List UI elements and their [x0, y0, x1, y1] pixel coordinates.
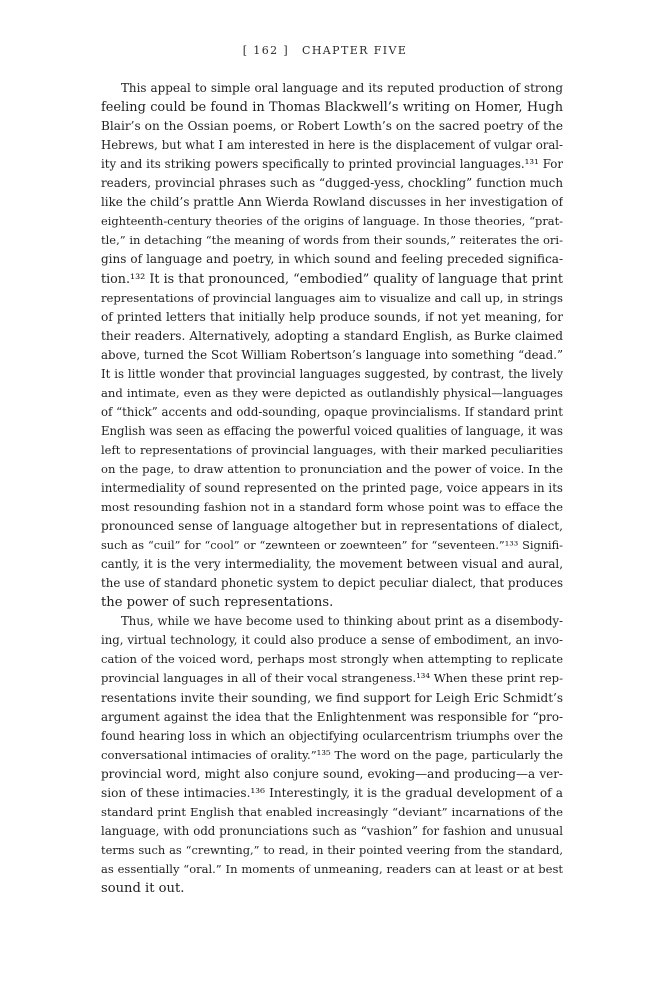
- text-line: cantly, it is the very intermediality, the movement between visual and aural,: [101, 557, 563, 572]
- text-line: like the child’s prattle Ann Wierda Rowland discusses in her investigation of: [101, 195, 563, 210]
- text-line: ing, virtual technology, it could also produce a sense of embodiment, an invo-: [101, 633, 563, 648]
- text-line: This appeal to simple oral language and its reputed production of strong: [121, 81, 563, 95]
- text-line: above, turned the Scot William Robertson’s language into something “dead.”: [101, 347, 563, 362]
- text-line: Hebrews, but what I am interested in here is the displacement of vulgar oral-: [101, 138, 563, 153]
- text-line: such as “cuil” for “cool” or “zewnteen or zoewnteen” for “seventeen.”¹³³ Signifi-: [101, 539, 563, 553]
- text-line: left to representations of provincial languages, with their marked peculiarities: [101, 442, 563, 457]
- text-line: ity and its striking powers specifically to printed provincial languages.¹³¹ For: [101, 157, 563, 172]
- page-number: [ 162 ]: [242, 44, 290, 57]
- chapter-title: CHAPTER FIVE: [302, 44, 408, 57]
- text-line: English was seen as effacing the powerful voiced qualities of language, it was: [101, 423, 563, 438]
- text-line: feeling could be found in Thomas Blackwell’s writing on Homer, Hugh: [101, 100, 563, 116]
- text-line: representations of provincial languages aim to visualize and call up, in strings: [101, 290, 563, 305]
- text-line: readers, provincial phrases such as “dugged-yess, chockling” function much: [101, 176, 563, 191]
- text-line: found hearing loss in which an objectifying ocularcentrism triumphs over the: [101, 728, 563, 743]
- text-line: most resounding fashion not in a standard form whose point was to efface the: [101, 500, 563, 515]
- text-line: tle,” in detaching “the meaning of words from their sounds,” reiterates the ori-: [101, 233, 563, 248]
- text-line: tion.¹³² It is that pronounced, “embodied” quality of language that print: [101, 271, 563, 287]
- text-line: sound it out.: [101, 880, 185, 896]
- text-line: Thus, while we have become used to thinking about print as a disembody-: [121, 614, 563, 629]
- text-line: on the page, to draw attention to pronunciation and the power of voice. In the: [101, 461, 563, 476]
- text-line: resentations invite their sounding, we find support for Leigh Eric Schmidt’s: [101, 690, 563, 705]
- paragraph: [101, 612, 563, 898]
- paragraph: [101, 79, 563, 612]
- text-line: language, with odd pronunciations such as “vashion” for fashion and unusual: [101, 823, 563, 838]
- text-line: as essentially “oral.” In moments of unmeaning, readers can at least or at best: [101, 861, 563, 876]
- text-line: the use of standard phonetic system to depict peculiar dialect, that produces: [101, 576, 563, 591]
- text-line: Blair’s on the Ossian poems, or Robert Lowth’s on the sacred poetry of the: [101, 119, 563, 134]
- text-line: argument against the idea that the Enlightenment was responsible for “pro-: [101, 709, 563, 724]
- text-line: standard print English that enabled increasingly “deviant” incarnations of the: [101, 804, 563, 819]
- running-head: [0, 44, 650, 57]
- text-line: of “thick” accents and odd-sounding, opaque provincialisms. If standard print: [101, 404, 563, 419]
- text-line: eighteenth-century theories of the origins of language. In those theories, “prat-: [101, 214, 563, 229]
- text-line: provincial word, might also conjure sound, evoking—and producing—a ver-: [101, 766, 563, 781]
- text-line: gins of language and poetry, in which sound and feeling preceded significa-: [101, 252, 563, 267]
- text-line: their readers. Alternatively, adopting a standard English, as Burke claimed: [101, 328, 563, 343]
- text-line: intermediality of sound represented on the printed page, voice appears in its: [101, 480, 563, 495]
- text-line: and intimate, even as they were depicted as outlandishly physical—languages: [101, 385, 563, 400]
- text-line: of printed letters that initially help produce sounds, if not yet meaning, for: [101, 309, 563, 324]
- text-line: terms such as “crewnting,” to read, in their pointed veering from the standard,: [101, 842, 563, 857]
- body-text: [101, 79, 563, 898]
- text-line: It is little wonder that provincial languages suggested, by contrast, the lively: [101, 366, 563, 381]
- text-line: cation of the voiced word, perhaps most strongly when attempting to replicate: [101, 652, 563, 667]
- text-line: sion of these intimacies.¹³⁶ Interestingly, it is the gradual development of a: [101, 785, 563, 800]
- text-line: pronounced sense of language altogether but in representations of dialect,: [101, 519, 563, 534]
- text-line: conversational intimacies of orality.”¹³⁵ The word on the page, particularly the: [101, 747, 563, 762]
- text-line: provincial languages in all of their vocal strangeness.¹³⁴ When these print rep-: [101, 671, 563, 686]
- text-line: the power of such representations.: [101, 595, 334, 611]
